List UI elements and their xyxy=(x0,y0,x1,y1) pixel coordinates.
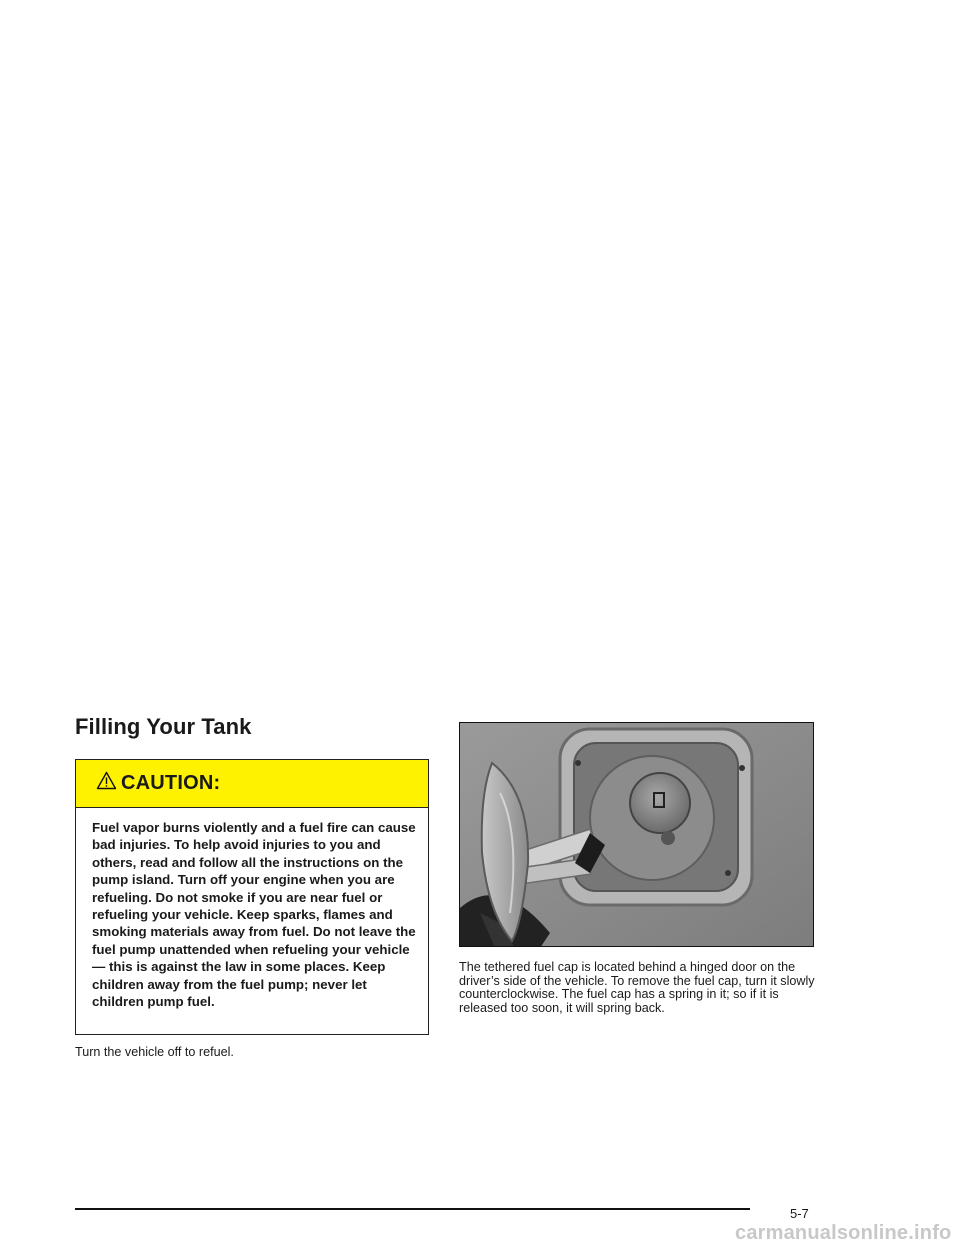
caution-header xyxy=(76,760,428,808)
page-number: 5-7 xyxy=(790,1206,809,1221)
warning-triangle-icon xyxy=(96,771,117,790)
refuel-instruction: Turn the vehicle off to refuel. xyxy=(75,1045,234,1059)
section-title: Filling Your Tank xyxy=(75,714,252,739)
caution-box xyxy=(75,759,429,1035)
fuel-cap-description: The tethered fuel cap is located behind a hinged door on the driver’s side of the vehicle. To remove the fuel cap, turn it slowly counterclockwise. The fuel cap has a spring in it; so if it is released too soon, it will spring back. xyxy=(459,960,815,1015)
watermark: carmanualsonline.info xyxy=(735,1222,952,1244)
caution-text: Fuel vapor burns violently and a fuel fire can cause bad injuries. To help avoid injuries to you and others, read and follow all the instructions on the pump island. Turn off your engine when you are refueling. Do not smoke if you are near fuel or refueling your vehicle. Keep sparks, flames and smoking materials away from fuel. Do not leave the fuel pump unattended when refueling your vehicle — this is against the law in some places. Keep children away from the fuel pump; never let children pump fuel. xyxy=(92,820,416,1010)
fuel-door-photo xyxy=(459,722,814,947)
footer-rule xyxy=(75,1208,750,1210)
caution-label: CAUTION: xyxy=(121,772,221,794)
